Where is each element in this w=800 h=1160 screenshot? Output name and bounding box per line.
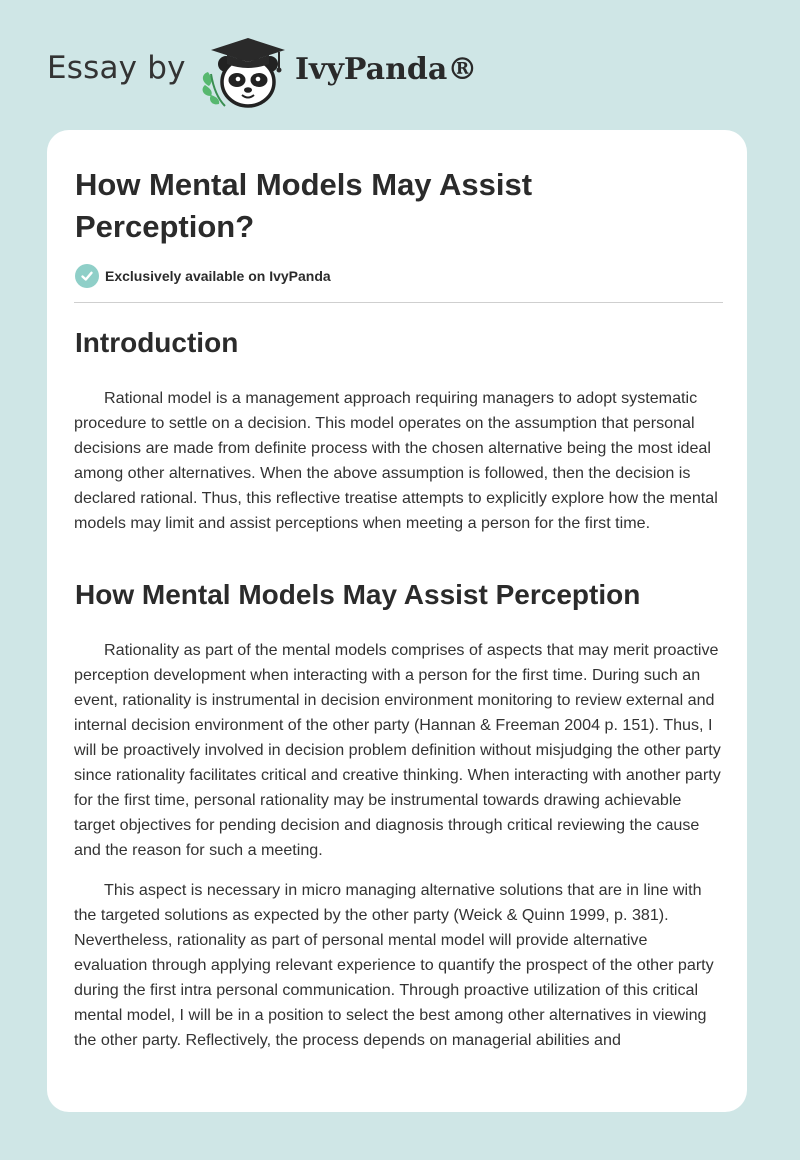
site-header xyxy=(47,34,507,114)
paragraph-assist-perception-2: This aspect is necessary in micro managing alternative solutions that are in line with the targeted solutions as expected by the other party (Weick & Quinn 1999, p. 381). Nevertheless, rationality as part of personal mental model will provide alternative evaluation through applying relevant experience to quantify the prospect of the other party during the first intra personal communication. Through proactive utilization of this critical mental model, I will be in a position to select the best among other alternatives in viewing the other party. Reflectively, the process depends on managerial abilities and xyxy=(74,881,714,1049)
brand-name[interactable]: IvyPanda® xyxy=(295,52,478,87)
panda-logo-icon[interactable] xyxy=(199,34,293,110)
badge-label: Exclusively available on IvyPanda xyxy=(105,268,331,284)
section-heading-introduction: Introduction xyxy=(75,327,239,358)
page-title: How Mental Models May Assist Perception? xyxy=(75,167,533,244)
essay-card xyxy=(47,130,747,1112)
exclusive-badge xyxy=(75,264,331,288)
check-icon xyxy=(75,264,99,288)
essay-by-label: Essay by xyxy=(47,50,186,86)
paragraph-assist-perception-1: Rationality as part of the mental models comprises of aspects that may merit proactive perception development when interacting with a person for the first time. During such an event, rationality is instrumental in decision environment monitoring to review external and internal decision environment of the other party (Hannan & Freeman 2004 p. 151). Thus, I will be proactively involved in decision problem definition without misjudging the other party since rationality facilitates critical and creative thinking. When interacting with another party for the first time, personal rationality may be instrumental towards drawing achievable target objectives for pending decision and diagnosis through critical reviewing the cause and the reason for such a meeting. xyxy=(74,641,721,859)
paragraph-introduction: Rational model is a management approach requiring managers to adopt systematic procedure to settle on a decision. This model operates on the assumption that personal decisions are made from definite process with the chosen alternative being the most ideal among other alternatives. When the above assumption is followed, then the decision is declared rational. Thus, this reflective treatise attempts to explicitly explore how the mental models may limit and assist perceptions when meeting a person for the first time. xyxy=(74,389,718,532)
section-heading-assist-perception: How Mental Models May Assist Perception xyxy=(75,579,641,610)
divider xyxy=(74,302,723,303)
